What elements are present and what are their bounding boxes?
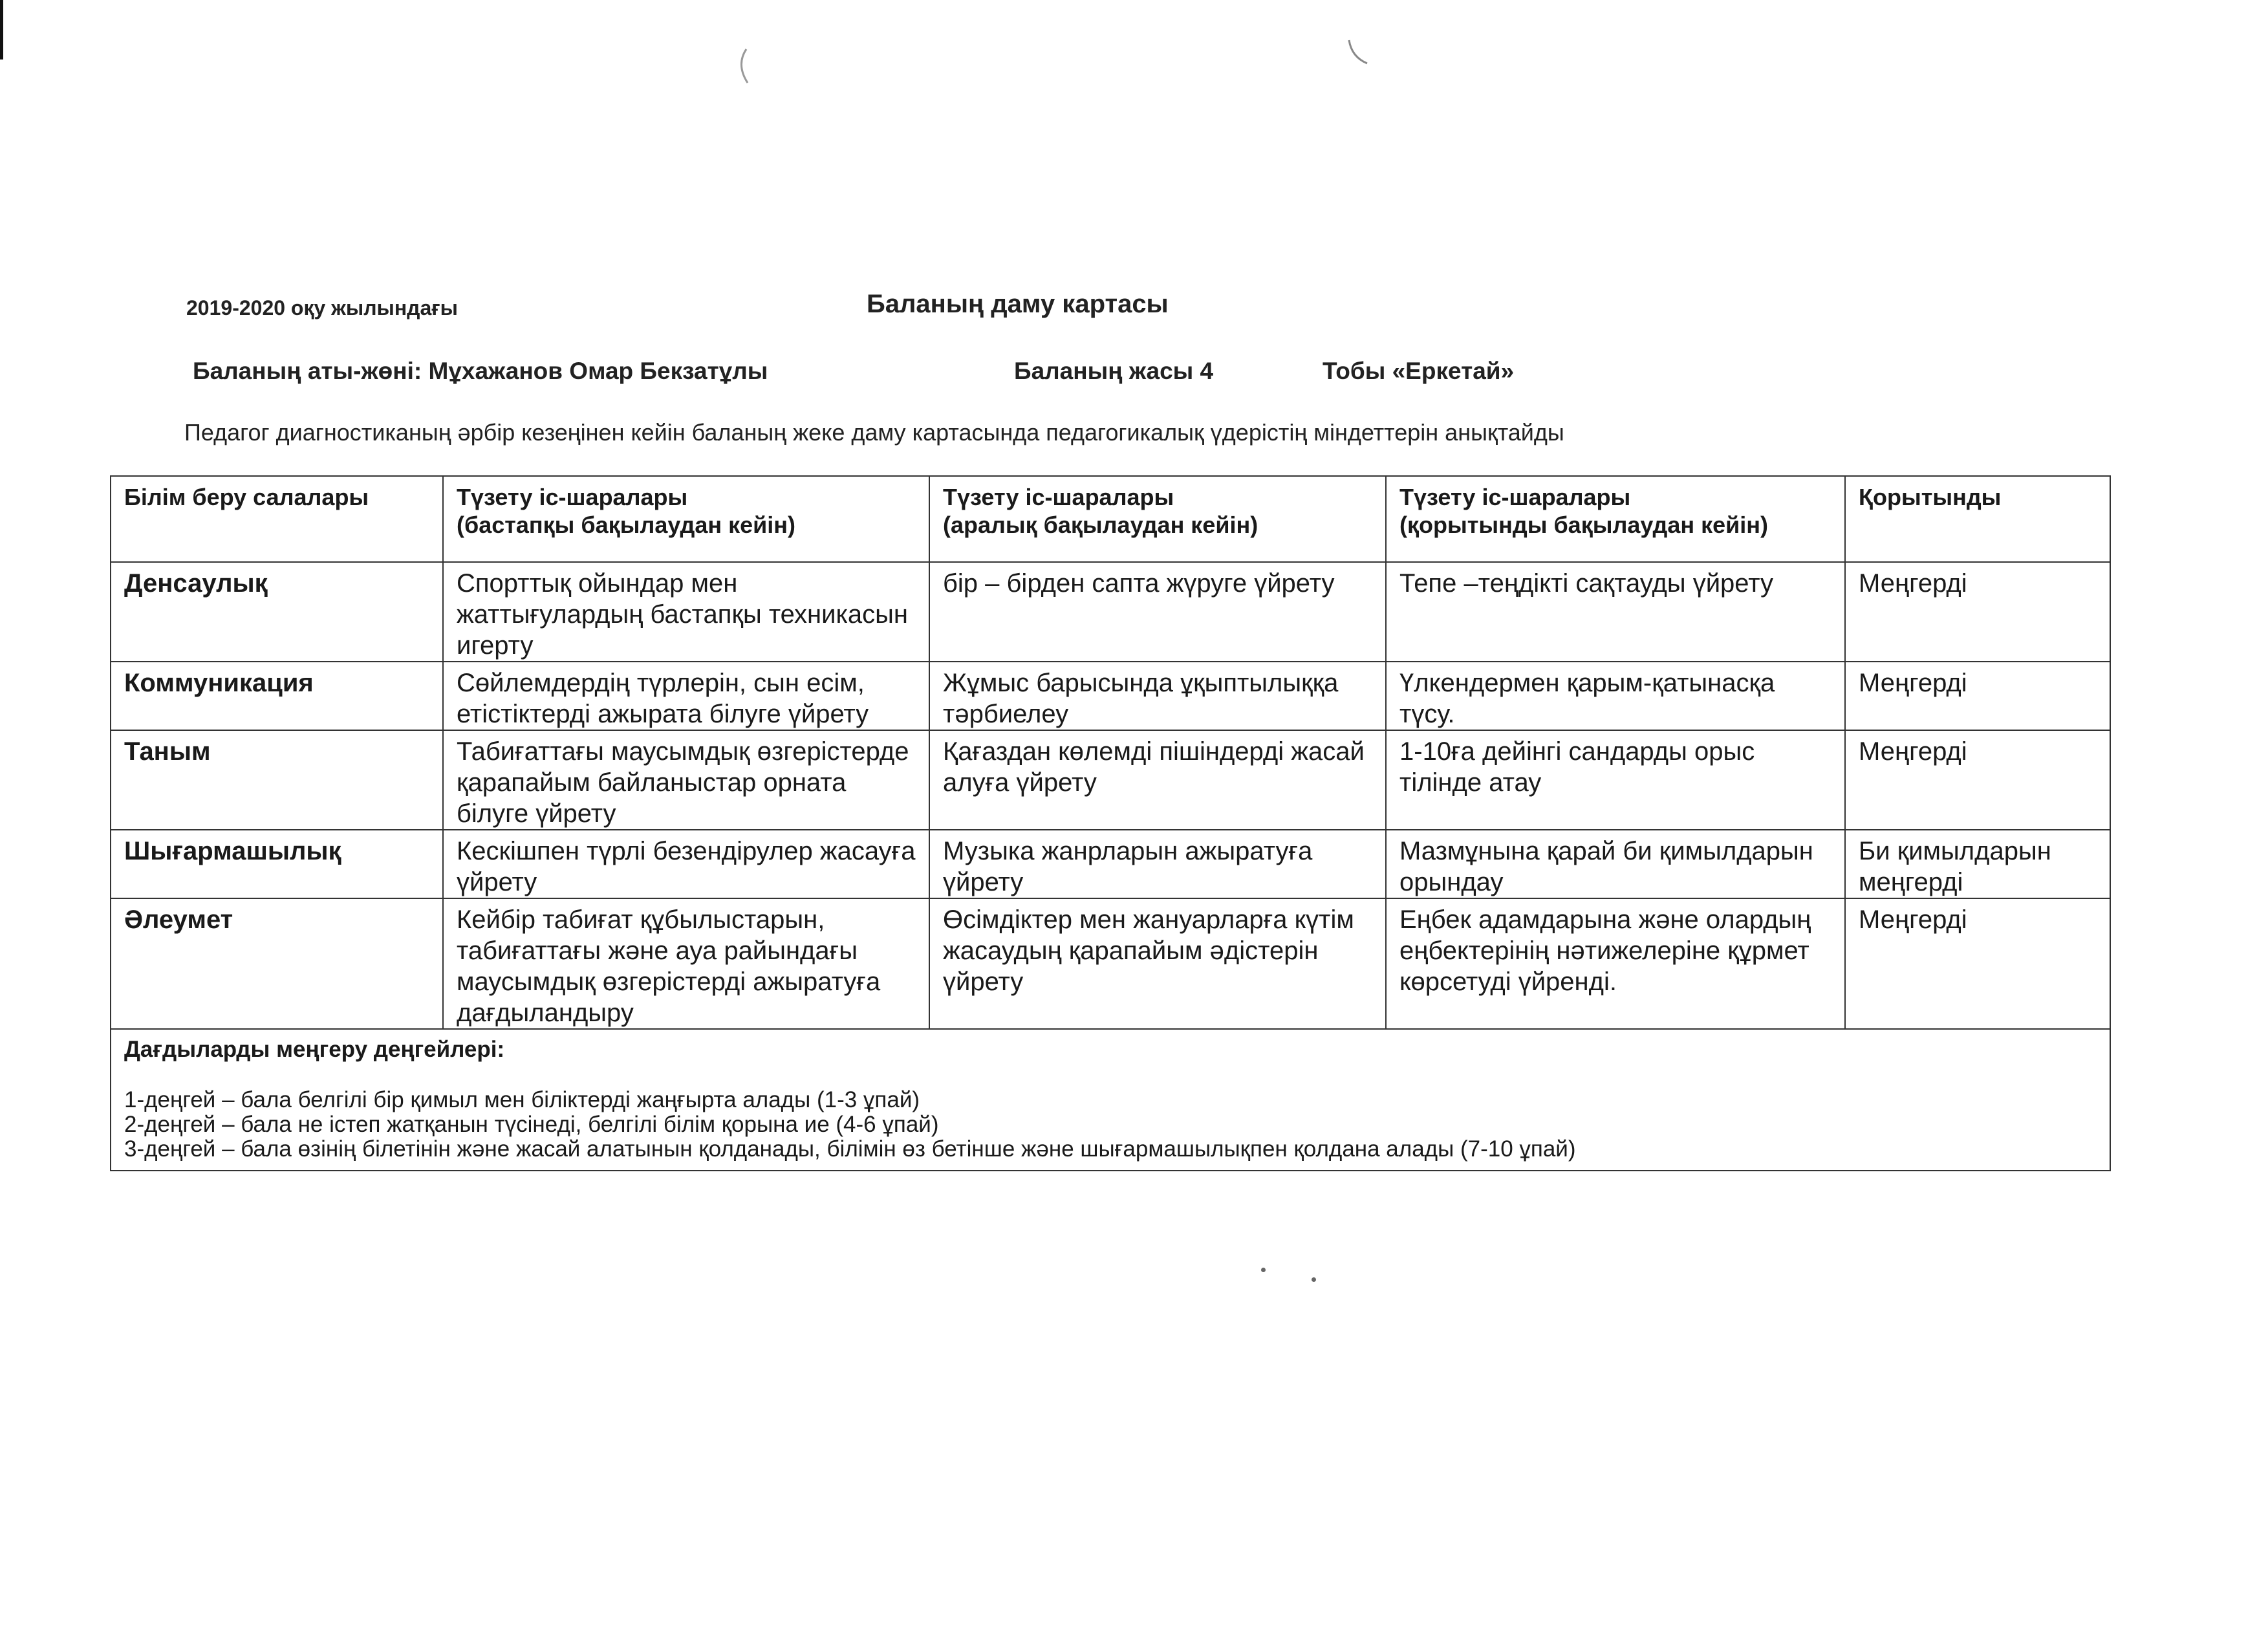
area-cell: Денсаулық [111, 562, 443, 662]
legend-row [111, 1029, 2110, 1171]
result-cell: Меңгерді [1845, 730, 2110, 830]
table-row [111, 730, 2110, 830]
child-name: Баланың аты-жөні: Мұхажанов Омар Бекзатұлы [193, 358, 768, 384]
final-cell: 1-10ға дейінгі сандарды орыс тілінде атау [1386, 730, 1845, 830]
table-row [111, 662, 2110, 730]
final-cell: Үлкендермен қарым-қатынасқа түсу. [1386, 662, 1845, 730]
area-cell: Коммуникация [111, 662, 443, 730]
area-cell: Таным [111, 730, 443, 830]
result-cell: Би қимылдарын меңгерді [1845, 830, 2110, 898]
child-age: Баланың жасы 4 [1014, 358, 1214, 384]
intro-text: Педагог диагностиканың әрбір кезеңінен кейін баланың жеке даму картасында педагогикалық үдерістің міндеттерін анықтайды [184, 419, 1564, 446]
result-cell: Меңгерді [1845, 562, 2110, 662]
child-group: Тобы «Еркетай» [1323, 358, 1515, 384]
table-row [111, 830, 2110, 898]
initial-cell: Сөйлемдердің түрлерін, сын есім, етістіктерді ажырата білуге үйрету [443, 662, 929, 730]
final-cell: Мазмұнына қарай би қимылдарын орындау [1386, 830, 1845, 898]
legend-title: Дағдыларды меңгеру деңгейлері: [124, 1037, 505, 1062]
column-header: Түзету іс-шаралары (бастапқы бақылаудан кейін) [443, 476, 929, 562]
result-cell: Меңгерді [1845, 898, 2110, 1029]
intermediate-cell: Жұмыс барысында ұқыптылыққа тәрбиелеу [929, 662, 1386, 730]
column-header: Қорытынды [1845, 476, 2110, 562]
page-title: Баланың даму картасы [867, 290, 1169, 318]
area-cell: Шығармашылық [111, 830, 443, 898]
scan-speck [1312, 1277, 1316, 1282]
intermediate-cell: Қағаздан көлемді пішіндерді жасай алуға үйрету [929, 730, 1386, 830]
intermediate-cell: Музыка жанрларын ажыратуға үйрету [929, 830, 1386, 898]
final-cell: Тепе –теңдікті сақтауды үйрету [1386, 562, 1845, 662]
development-card-table [110, 475, 2111, 1171]
table-header-row [111, 476, 2110, 562]
area-cell: Әлеумет [111, 898, 443, 1029]
legend-cell [111, 1029, 2110, 1171]
final-cell: Еңбек адамдарына және олардың еңбектерінің нәтижелеріне құрмет көрсетуді үйренді. [1386, 898, 1845, 1029]
table-row [111, 562, 2110, 662]
academic-year: 2019-2020 оқу жылындағы [186, 296, 458, 319]
scan-speck [732, 47, 751, 85]
table-row [111, 898, 2110, 1029]
intermediate-cell: Өсімдіктер мен жануарларға күтім жасаудың қарапайым әдістерін үйрету [929, 898, 1386, 1029]
initial-cell: Табиғаттағы маусымдық өзгерістерде қарапайым байланыстар орната білуге үйрету [443, 730, 929, 830]
column-header: Түзету іс-шаралары (қорытынды бақылаудан кейін) [1386, 476, 1845, 562]
scan-speck [1345, 38, 1371, 70]
initial-cell: Спорттық ойындар мен жаттығулардың бастапқы техникасын игерту [443, 562, 929, 662]
legend-level: 3-деңгей – бала өзінің білетінін және жасай алатынын қолданады, білімін өз бетінше және шығармашылықпен қолдана алады (7-10 ұпай) [124, 1136, 1576, 1162]
result-cell: Меңгерді [1845, 662, 2110, 730]
intermediate-cell: бір – бірден сапта жүруге үйрету [929, 562, 1386, 662]
column-header: Түзету іс-шаралары (аралық бақылаудан кейін) [929, 476, 1386, 562]
legend-level: 1-деңгей – бала белгілі бір қимыл мен біліктерді жаңғырта алады (1-3 ұпай) [124, 1087, 920, 1112]
initial-cell: Кейбір табиғат құбылыстарын, табиғаттағы және ауа райындағы маусымдық өзгерістерді ажыратуға дағдыландыру [443, 898, 929, 1029]
legend-level: 2-деңгей – бала не істеп жатқанын түсінеді, белгілі білім қорына ие (4-6 ұпай) [124, 1112, 939, 1137]
column-header: Білім беру салалары [111, 476, 443, 562]
initial-cell: Кескішпен түрлі безендірулер жасауға үйрету [443, 830, 929, 898]
scan-speck [1261, 1268, 1266, 1272]
scan-edge-mark [0, 0, 3, 60]
